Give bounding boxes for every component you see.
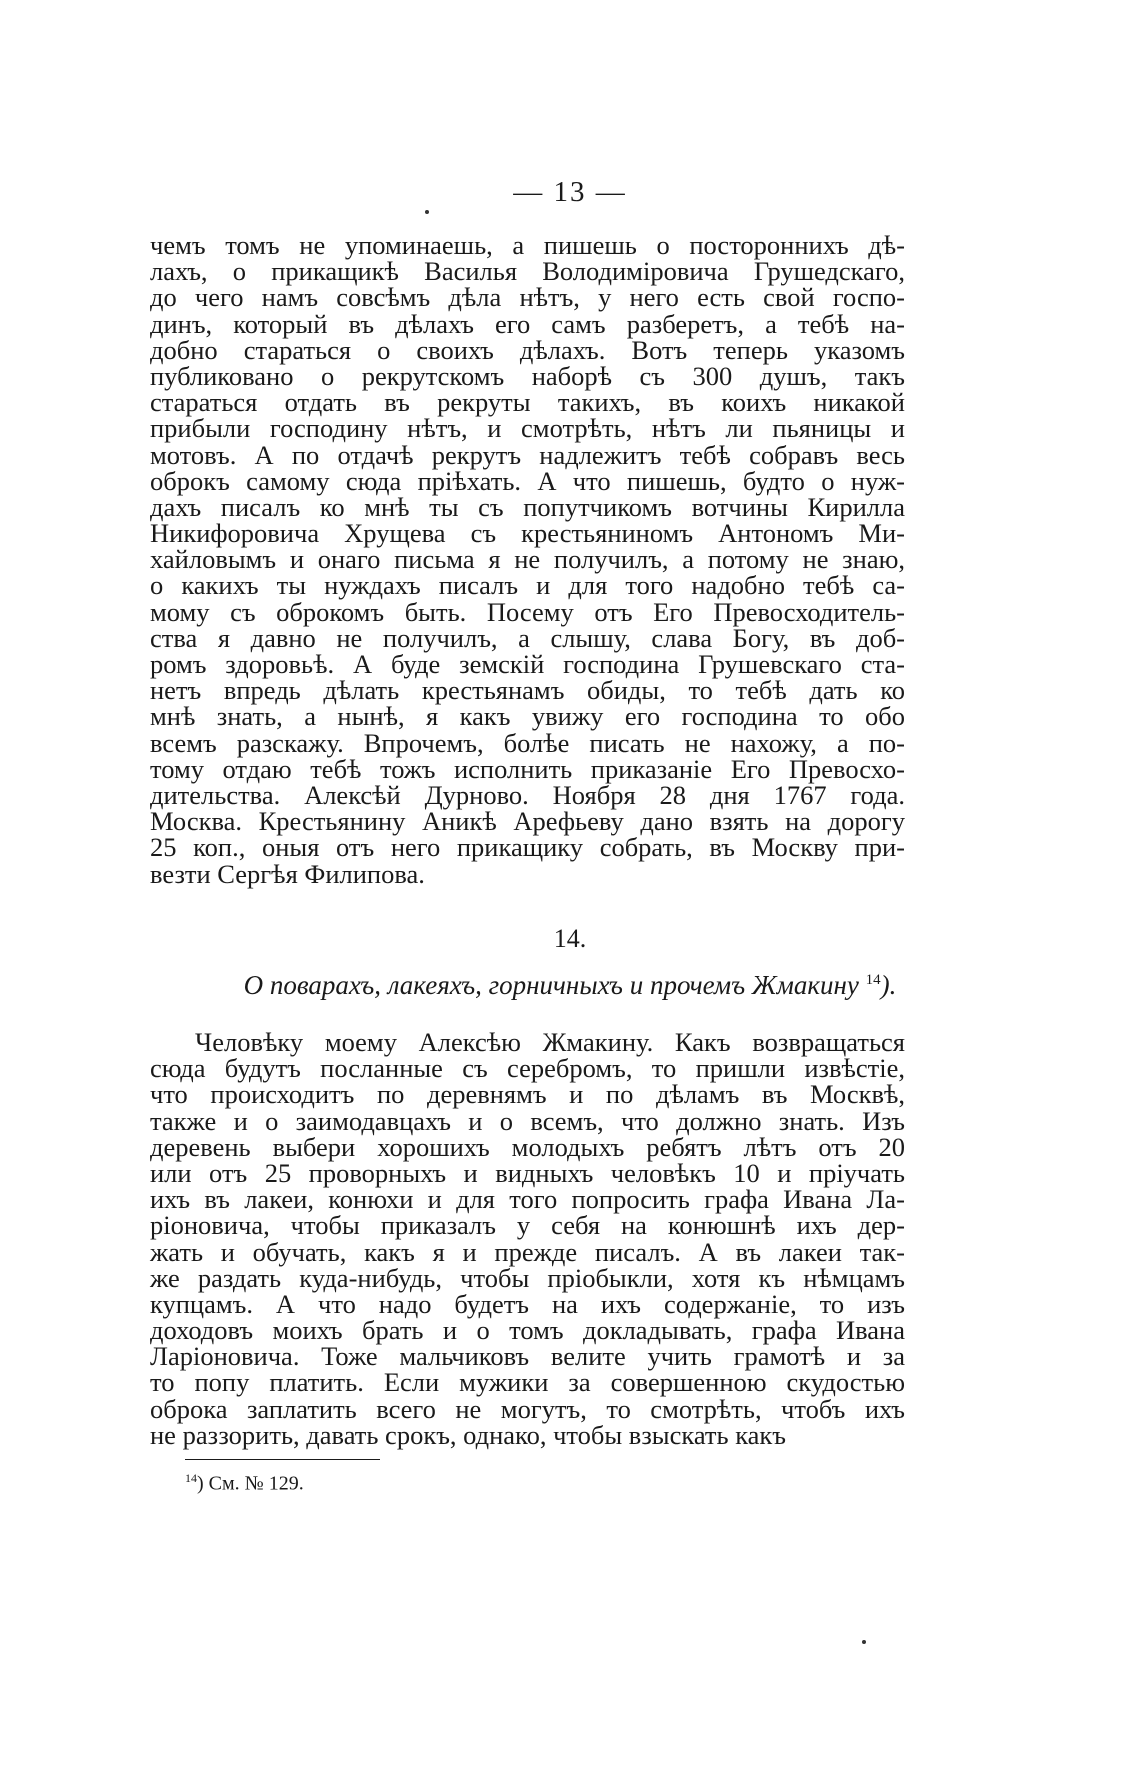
text-line: мому съ оброкомъ быть. Посему отъ Его Превосходитель- (150, 596, 905, 627)
footnote (185, 1471, 304, 1496)
section-title-text: О поварахъ, лакеяхъ, горничныхъ и прочемъ Жмакину (243, 970, 859, 1000)
text-line: добно стараться о своихъ дѣлахъ. Вотъ теперь указомъ (150, 334, 905, 365)
text-line: Москва. Крестьянину Аникѣ Арефьеву дано взять на дорогу (150, 806, 905, 837)
text-line: то попу платить. Если мужики за совершенною скудостью (150, 1367, 905, 1398)
section-title-note-mark: 14 (865, 972, 881, 988)
section-title (0, 970, 1140, 1001)
text-line: оброка заплатить всего не могутъ, то смотрѣть, чтобъ ихъ (150, 1393, 905, 1424)
text-line: чемъ томъ не упоминаешь, а пишешь о постороннихъ дѣ- (150, 230, 905, 260)
text-line: хайловымъ и онаго письма я не получилъ, а потому не знаю, (150, 544, 905, 575)
text-line: о какихъ ты нуждахъ писалъ и для того надобно тебѣ са- (150, 570, 905, 601)
section-number: 14. (553, 924, 587, 953)
letter-14-text (150, 1029, 905, 1448)
text-line: нетъ впредь дѣлать крестьянамъ обиды, то тебѣ дать ко (150, 675, 905, 706)
letter-13-text (150, 232, 905, 887)
text-line: купцамъ. А что надо будетъ на ихъ содержаніе, то изъ (150, 1288, 905, 1319)
text-line: деревень выбери хорошихъ молодыхъ ребятъ лѣтъ отъ 20 (150, 1131, 905, 1162)
text-line: всемъ разскажу. Впрочемъ, болѣе писать не нахожу, а по- (150, 727, 905, 758)
text-line: сюда будутъ посланные съ серебромъ, то пришли извѣстіе, (150, 1053, 905, 1084)
footnote-mark: 14 (185, 1471, 197, 1485)
text-line: ромъ здоровьѣ. А буде земскій господина Грушевскаго ста- (150, 649, 905, 679)
text-line: лахъ, о прикащикѣ Василья Володиміровича Грушедскаго, (150, 256, 905, 287)
text-line: мнѣ знать, а нынѣ, я какъ увижу его господина то обо (150, 701, 905, 732)
text-line: тому отдаю тебѣ тожъ исполнить приказаніе Его Превосхо- (150, 753, 905, 784)
text-line: прибыли господину нѣтъ, и смотрѣть, нѣтъ ли пьяницы и (150, 413, 905, 444)
text-line: Ларіоновича. Тоже мальчиковъ велите учить грамотѣ и за (150, 1341, 905, 1372)
text-line: ихъ въ лакеи, конюхи и для того попросить графа Ивана Ла- (150, 1184, 905, 1215)
text-line: стараться отдать въ рекруты такихъ, въ коихъ никакой (150, 387, 905, 418)
text-line: жать и обучать, какъ я и прежде писалъ. А въ лакеи так- (150, 1236, 905, 1267)
footnote-rule (185, 1459, 380, 1460)
text-line: Никифоровича Хрущева съ крестьяниномъ Антономъ Ми- (150, 518, 905, 549)
text-line: мотовъ. А по отдачѣ рекрутъ надлежитъ тебѣ собравъ весь (150, 439, 905, 470)
text-line: доходовъ моихъ брать и о томъ докладывать, графа Ивана (150, 1315, 905, 1346)
text-line: динъ, который въ дѣлахъ его самъ разберетъ, а тебѣ на- (150, 308, 905, 339)
text-line: не раззорить, давать срокъ, однако, чтобы взыскать какъ (150, 1419, 787, 1450)
text-line: что происходитъ по деревнямъ и по дѣламъ въ Москвѣ, (150, 1079, 905, 1110)
text-line: же раздать куда-нибудь, чтобы пріобыкли, хотя къ нѣмцамъ (150, 1262, 905, 1293)
footnote-text: ) См. № 129. (197, 1472, 304, 1495)
text-line: везти Сергѣя Филипова. (150, 858, 425, 889)
scan-speck (862, 1640, 866, 1644)
text-line: Человѣку моему Алексѣю Жмакину. Какъ возвращаться (195, 1027, 905, 1057)
page-number: — 13 — (513, 176, 627, 208)
text-line: дительства. Алексѣй Дурново. Ноября 28 дня 1767 года. (150, 779, 905, 810)
text-line: оброкъ самому сюда пріѣхать. А что пишешь, будто о нуж- (150, 465, 905, 496)
text-line: ства я давно не получилъ, а слышу, слава Богу, въ доб- (150, 622, 905, 653)
text-line: дахъ писалъ ко мнѣ ты съ попутчикомъ вотчины Кирилла (150, 491, 905, 522)
scan-speck (425, 210, 429, 214)
text-line: 25 коп., оныя отъ него прикащику собрать, въ Москву при- (150, 832, 905, 863)
text-line: или отъ 25 проворныхъ и видныхъ человѣкъ 10 и пріучать (150, 1157, 905, 1188)
text-line: также и о заимодавцахъ и о всемъ, что должно знать. Изъ (150, 1105, 905, 1136)
text-line: до чего намъ совсѣмъ дѣла нѣтъ, у него есть свой госпо- (150, 282, 905, 313)
text-line: публиковано о рекрутскомъ наборѣ съ 300 душъ, такъ (150, 360, 905, 391)
text-line: ріоновича, чтобы приказалъ у себя на конюшнѣ ихъ дер- (150, 1210, 905, 1241)
section-title-end: ). (880, 970, 897, 1000)
